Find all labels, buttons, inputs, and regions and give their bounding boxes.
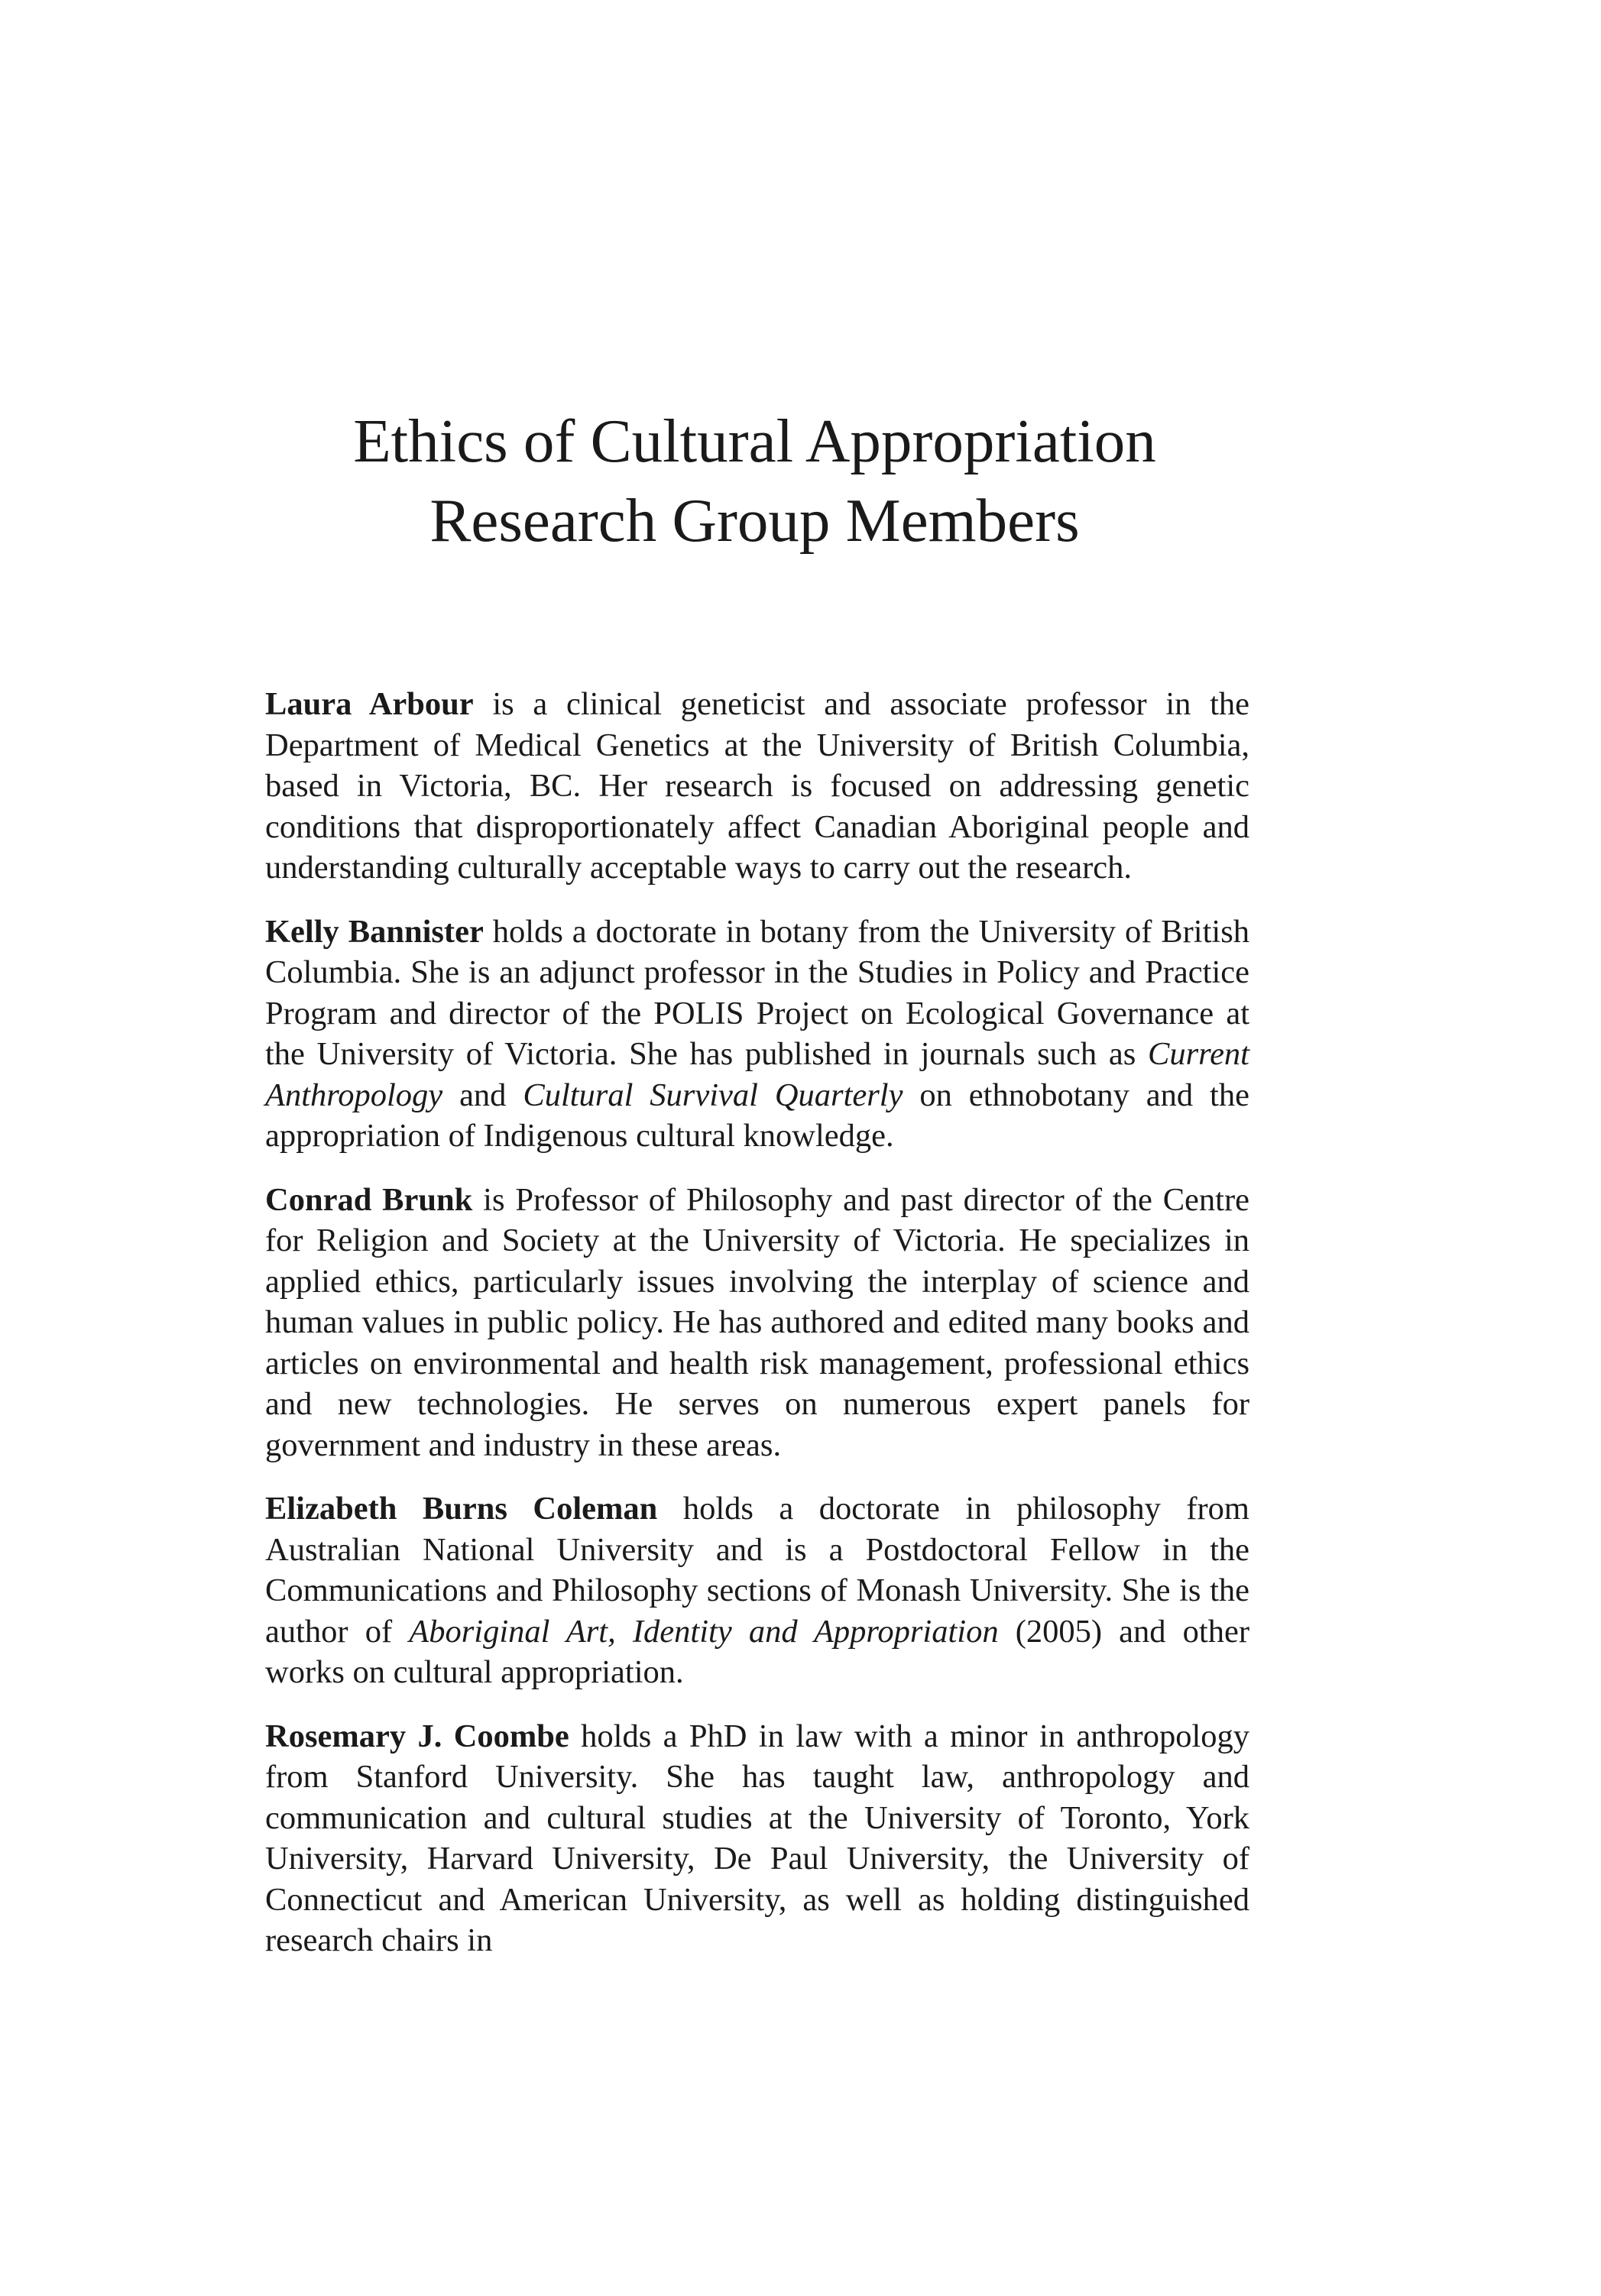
journal-title: Cultural Survival Quarterly bbox=[523, 1077, 903, 1113]
bio-kelly-bannister bbox=[265, 912, 1249, 1157]
bio-conrad-brunk bbox=[265, 1180, 1249, 1466]
member-name: Conrad Brunk bbox=[265, 1181, 473, 1218]
member-bios bbox=[265, 684, 1249, 1984]
bio-text: (2005) and other works on cultural appropriation. bbox=[265, 1613, 1250, 1690]
member-name: Laura Arbour bbox=[265, 686, 474, 722]
bio-text: is Professor of Philosophy and past director of the Centre for Religion and Society at the University of Victoria. He specializes in applied ethics, particularly issues involving the interplay of science and human values in public policy. He has authored and edited many books and articles on environmental and health risk management, professional ethics and new technologies. He serves on numerous expert panels for government and industry in these areas. bbox=[265, 1181, 1249, 1463]
bio-text: on ethnobotany and the appropriation of Indigenous cultural knowledge. bbox=[265, 1077, 1249, 1154]
bio-text: and bbox=[442, 1077, 523, 1113]
bio-rosemary-coombe bbox=[265, 1716, 1249, 1961]
member-name: Kelly Bannister bbox=[265, 913, 484, 950]
page-title bbox=[0, 401, 1509, 560]
bio-text: holds a PhD in law with a minor in anthropology from Stanford University. She has taught law, anthropology and communication and cultural studies at the University of Toronto, York University, Harvard University, De Paul University, the University of Connecticut and American University, as well as holding distinguished research chairs in bbox=[265, 1718, 1249, 1958]
member-name: Rosemary J. Coombe bbox=[265, 1718, 569, 1754]
book-title: Aboriginal Art, Identity and Appropriation bbox=[409, 1613, 999, 1650]
bio-elizabeth-burns-coleman bbox=[265, 1488, 1249, 1693]
journal-title: Current Anthropology bbox=[265, 1036, 1249, 1113]
page-title-line-2: Research Group Members bbox=[429, 486, 1080, 555]
bio-text: holds a doctorate in botany from the University of British Columbia. She is an adjunct professor in the Studies in Policy and Practice Program and director of the POLIS Project on Ecological Governance at the University of Victoria. She has published in journals such as bbox=[265, 913, 1250, 1072]
page-title-line-1: Ethics of Cultural Appropriation bbox=[353, 406, 1156, 475]
member-name: Elizabeth Burns Coleman bbox=[265, 1491, 658, 1527]
bio-text: holds a doctorate in philosophy from Australian National University and is a Postdoctoral Fellow in the Communications and Philosophy sections of Monash University. She is the author of bbox=[265, 1491, 1249, 1650]
bio-laura-arbour bbox=[265, 684, 1249, 889]
bio-text: is a clinical geneticist and associate professor in the Department of Medical Genetics at the University of British Columbia, based in Victoria, BC. Her research is focused on addressing genetic conditions that disproportionately affect Canadian Aboriginal people and understanding culturally acceptable ways to carry out the research. bbox=[265, 686, 1249, 886]
